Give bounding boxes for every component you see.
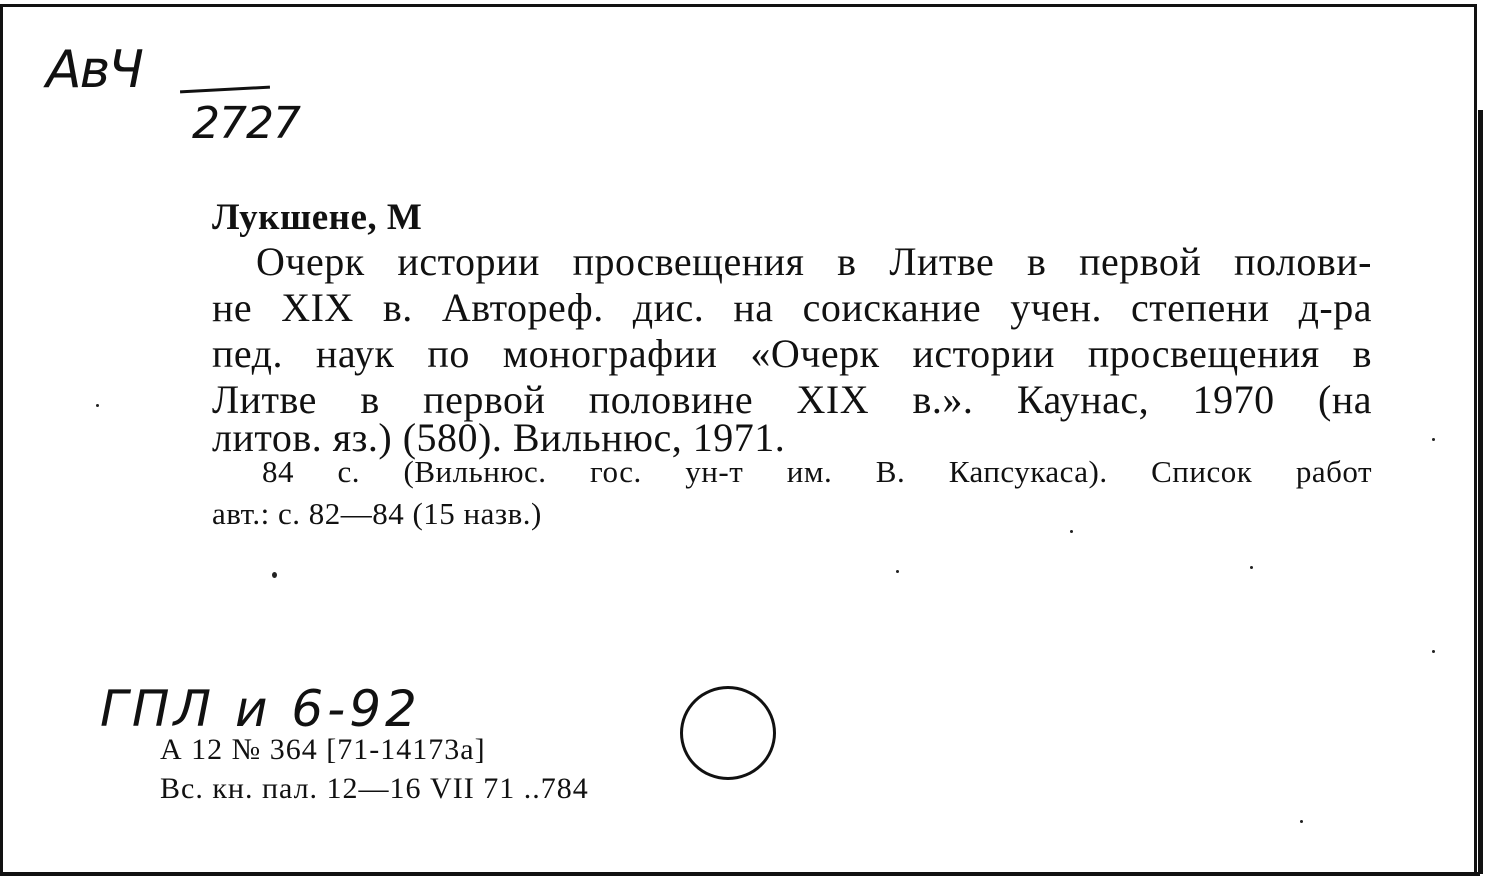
card-border-right — [1474, 4, 1477, 876]
stamp-circle — [680, 686, 776, 780]
imprint-line: А 12 № 364 [71-14173а] — [160, 733, 486, 766]
ink-speck — [1250, 566, 1253, 569]
shelf-number: 2727 — [192, 98, 300, 149]
shelf-mark: АвЧ — [46, 40, 142, 100]
imprint-line: Вс. кн. пал. 12—16 VII 71 ..784 — [160, 772, 589, 805]
ink-speck — [1432, 438, 1435, 441]
description-line: пед. наук по монографии «Очерк истории просвещения в — [212, 331, 1372, 376]
ink-speck — [96, 404, 99, 407]
description-line: Литве в первой половине XIX в.». Каунас, 1970 (на — [212, 377, 1372, 422]
card-border-left — [0, 4, 3, 876]
handwritten-call-note: ГПЛ и 6-92 — [100, 680, 421, 738]
description-line: литов. яз.) (580). Вильнюс, 1971. — [212, 415, 786, 460]
shelf-mark-divider — [180, 86, 270, 94]
ink-speck — [1300, 820, 1303, 823]
description-line: Очерк истории просвещения в Литве в первой полови- — [256, 239, 1372, 284]
card-border-bottom — [0, 872, 1480, 876]
card-border-right-shadow — [1478, 110, 1483, 874]
ink-speck — [272, 572, 277, 578]
physical-description-line: авт.: с. 82—84 (15 назв.) — [212, 496, 542, 531]
card-border-top — [0, 4, 1476, 7]
ink-speck — [896, 570, 899, 573]
ink-speck — [1432, 650, 1435, 653]
description-line: не XIX в. Автореф. дис. на соискание учен. степени д-ра — [212, 285, 1372, 330]
physical-description-line: 84 с. (Вильнюс. гос. ун-т им. В. Капсукаса). Список работ — [262, 454, 1372, 489]
ink-speck — [1070, 530, 1073, 533]
author-heading: Лукшене, М — [212, 197, 423, 238]
